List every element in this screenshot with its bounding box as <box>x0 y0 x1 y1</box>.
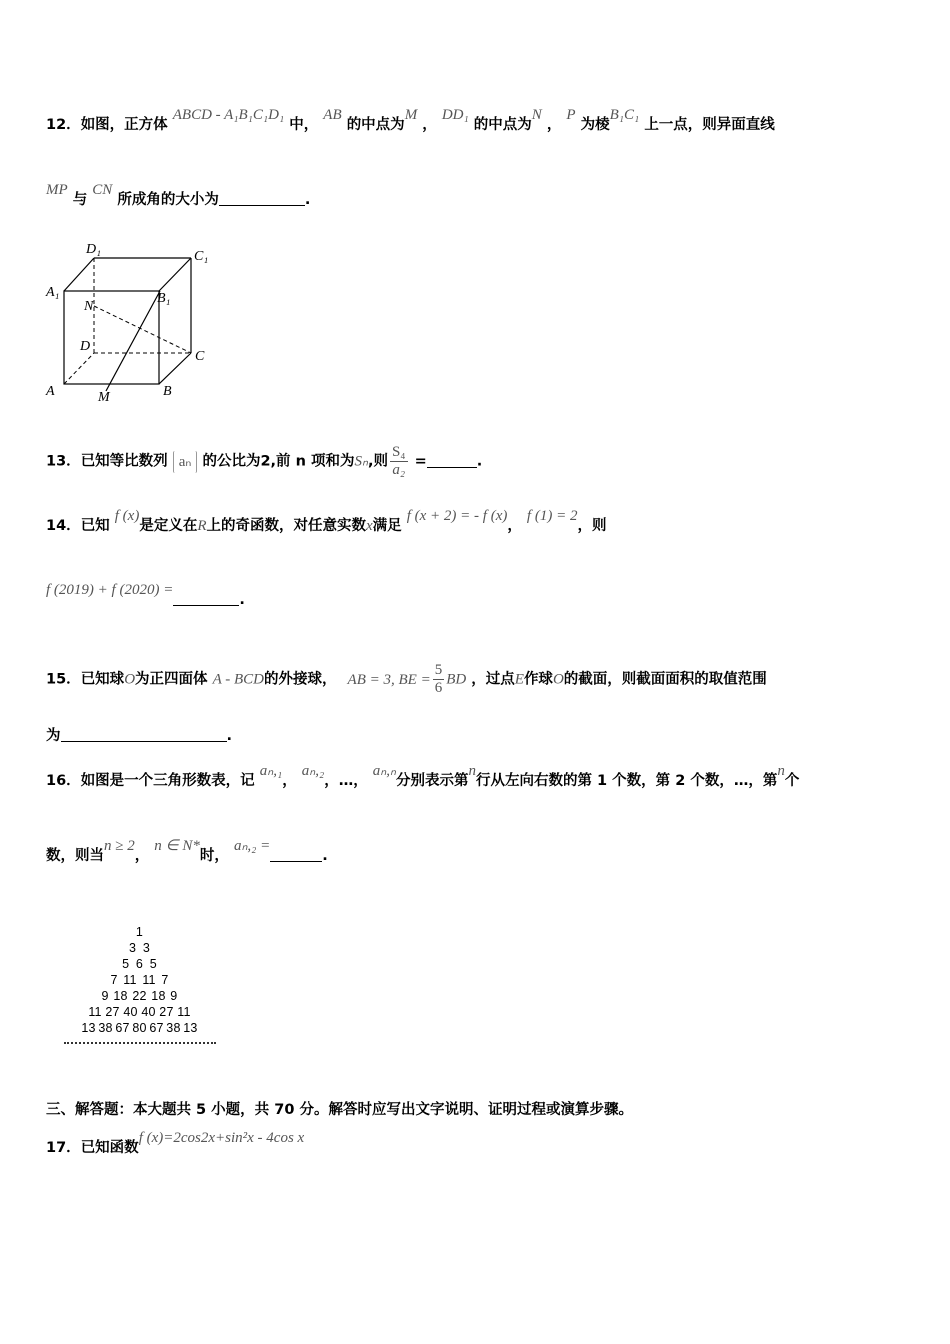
q12-text-2: 中， <box>289 117 319 133</box>
q13-answer-blank[interactable] <box>427 453 477 468</box>
q14-line2 <box>46 582 245 610</box>
q14-line1 <box>46 508 607 536</box>
q12-text-1: 如图，正方体 <box>80 117 168 133</box>
q12-text-6: ， <box>546 117 562 133</box>
q12-text-3: 的中点为 <box>346 117 405 133</box>
q15-math-abcd: A - BCD <box>212 671 264 688</box>
q15-answer-blank[interactable] <box>61 727 227 742</box>
q14-text-2: 是定义在 <box>139 518 198 534</box>
q15-number: 15． <box>46 671 81 688</box>
triangle-row: 13 38 67 80 67 38 13 <box>81 1021 198 1035</box>
cube-edge-a1d1 <box>64 258 94 291</box>
q13-math-sn: Sₙ <box>354 453 368 470</box>
label-d1: D₁ <box>86 242 101 257</box>
cube-edge-bc <box>159 353 191 384</box>
q16-sep-2: ，…， <box>324 773 368 789</box>
q15-line2 <box>46 726 232 746</box>
q14-math-sum: f (2019) + f (2020) = <box>46 582 174 598</box>
q16-end: . <box>322 848 328 864</box>
q16-text-4: 个 <box>784 773 800 789</box>
triangle-row: 1 <box>135 925 144 939</box>
q15-math-o: O <box>124 671 136 688</box>
q16-text-5: 数，则当 <box>46 848 104 864</box>
q15-fraction <box>433 662 445 697</box>
q15-line1 <box>46 662 767 697</box>
q12-math-cn: CN <box>92 182 113 198</box>
q14-text-1: 已知 <box>80 518 110 534</box>
q14-text-4: 满足 <box>372 518 402 534</box>
q15-text-7: 为 <box>46 728 61 744</box>
q15-math-bd: BD <box>446 671 467 688</box>
q17-math-func: f (x)=2cos2x+sin²x - 4cos x <box>138 1130 305 1146</box>
q12-line2 <box>46 182 311 210</box>
q16-text-7: 时， <box>199 848 229 864</box>
q13-text-1: 已知等比数列 <box>80 453 168 470</box>
q15-frac-den: 6 <box>434 680 443 696</box>
q15-math-o2: O <box>552 671 564 688</box>
q14-math-fx: f (x) <box>114 508 140 524</box>
triangle-row: 3 3 <box>129 941 150 955</box>
q13-end: . <box>476 453 483 470</box>
label-b: B <box>163 384 172 399</box>
label-n: N <box>84 299 94 314</box>
q12-answer-blank[interactable] <box>219 191 305 206</box>
q13-text-3: ,则 <box>367 453 388 470</box>
q16-text-2: 分别表示第 <box>395 773 469 789</box>
q15-end: . <box>226 728 233 744</box>
q16-line2 <box>46 838 328 866</box>
q15-math-cond: AB = 3, BE = <box>347 671 431 688</box>
q15-text-2: 为正四面体 <box>135 671 208 688</box>
q12-text-4: ， <box>422 117 437 133</box>
label-c: C <box>195 349 205 364</box>
cube-figure <box>40 236 230 406</box>
q16-line1 <box>46 763 800 791</box>
segment-cn <box>94 306 191 353</box>
label-a1: A₁ <box>46 285 60 300</box>
q16-math-a1: aₙ,₁ <box>259 763 283 779</box>
q12-line1 <box>46 107 775 135</box>
q16-number: 16． <box>46 773 81 789</box>
q16-math-n: n <box>468 763 476 779</box>
q15-math-e: E <box>514 671 524 688</box>
q12-math-dd1: DD₁ <box>441 107 469 123</box>
q14-math-x: x <box>366 518 373 534</box>
cube-edge-b1c1 <box>159 258 191 291</box>
q15-text-1: 已知球 <box>80 671 125 688</box>
q13-frac-num: S₄ <box>391 444 406 460</box>
q16-answer-blank[interactable] <box>270 847 322 862</box>
q16-text-1: 如图是一个三角形数表，记 <box>80 773 255 789</box>
q12-math-mp: MP <box>46 182 68 198</box>
segment-mp <box>106 291 160 391</box>
q12-math-m: M <box>404 107 418 123</box>
q14-text-3: 上的奇函数，对任意实数 <box>206 518 366 534</box>
q16-sep-1: ， <box>282 773 297 789</box>
q14-end: . <box>239 592 245 608</box>
label-b1: B₁ <box>157 291 171 306</box>
q14-math-eq: f (x + 2) = - f (x) <box>406 508 508 524</box>
q13-frac-den: a₂ <box>392 462 406 478</box>
triangle-row: 7 11 11 7 <box>110 973 169 987</box>
q12-text-9: 与 <box>72 192 88 208</box>
q15-text-6: 的截面，则截面面积的取值范围 <box>563 671 767 688</box>
q12-number: 12． <box>46 117 81 133</box>
q12-math-ab: AB <box>323 107 342 123</box>
cube-front-face <box>64 291 159 384</box>
q17-line <box>46 1130 305 1158</box>
label-c1: C₁ <box>194 249 209 264</box>
q14-text-5: ， <box>507 518 522 534</box>
q15-text-4: ，过点 <box>471 671 515 688</box>
q15-text-5: 作球 <box>523 671 553 688</box>
q12-text-10: 所成角的大小为 <box>117 192 219 208</box>
q16-math-an: aₙ,ₙ <box>372 763 396 779</box>
triangle-row: 5 6 5 <box>122 957 157 971</box>
cube-hidden-edge-ad <box>64 353 94 384</box>
q13-sequence: aₙ <box>173 451 198 473</box>
q16-math-n2: n <box>777 763 785 779</box>
q12-math-p: P <box>566 107 576 123</box>
q14-answer-blank[interactable] <box>173 591 239 606</box>
label-d: D <box>80 339 91 354</box>
q14-math-r: R <box>197 518 207 534</box>
triangle-row: 9 18 22 18 9 <box>101 989 178 1003</box>
q17-number: 17． <box>46 1140 81 1156</box>
q12-math-b1c1: B₁C₁ <box>609 107 640 123</box>
q13-eq: = <box>414 453 427 470</box>
q13-line <box>46 444 482 479</box>
q15-text-3: 的外接球， <box>263 671 337 688</box>
q12-math-n: N <box>531 107 542 123</box>
q16-math-an2: aₙ,₂ = <box>233 838 271 854</box>
q16-text-3: 行从左向右数的第 1 个数，第 2 个数，…，第 <box>475 773 778 789</box>
q16-math-cond1: n ≥ 2 <box>104 838 135 854</box>
triangle-number-table <box>52 924 227 1044</box>
q12-text-5: 的中点为 <box>473 117 532 133</box>
q12-end: . <box>304 192 311 208</box>
q14-number: 14． <box>46 518 81 534</box>
label-a: A <box>46 384 55 399</box>
q13-number: 13． <box>46 453 81 470</box>
triangle-continuation-dots <box>64 1042 216 1044</box>
q16-math-a2: aₙ,₂ <box>301 763 325 779</box>
q12-text-8: 上一点，则异面直线 <box>644 117 775 133</box>
q15-frac-num: 5 <box>434 662 443 678</box>
q13-text-2: 的公比为2,前 n 项和为 <box>202 453 355 470</box>
section3-title: 三、解答题：本大题共 5 小题，共 70 分。解答时应写出文字说明、证明过程或演算步骤。 <box>46 1102 633 1118</box>
q14-math-f1: f (1) = 2 <box>526 508 578 524</box>
q13-fraction <box>390 444 408 479</box>
q14-text-6: ，则 <box>577 518 607 534</box>
triangle-row: 11 27 40 40 27 11 <box>88 1005 191 1019</box>
q17-text-1: 已知函数 <box>80 1140 139 1156</box>
q12-math-cube: ABCD - A₁B₁C₁D₁ <box>172 107 285 123</box>
q16-text-6: ， <box>134 848 150 864</box>
q12-text-7: 为棱 <box>580 117 610 133</box>
q16-math-cond2: n ∈ N* <box>154 838 200 854</box>
label-m: M <box>98 390 110 405</box>
